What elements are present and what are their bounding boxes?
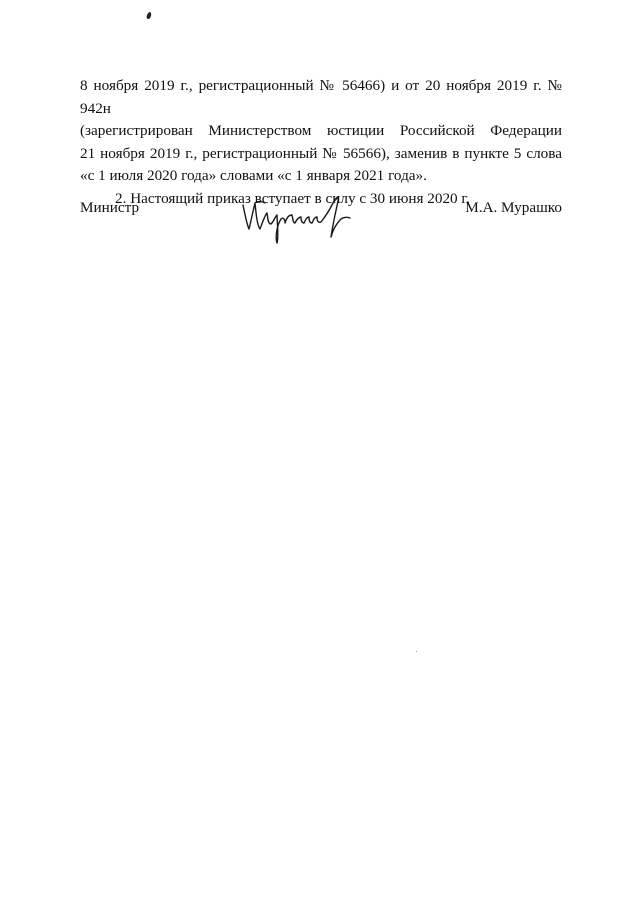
paragraph-2: 2. Настоящий приказ вступает в силу с 30 июня 2020 г. xyxy=(115,189,470,207)
paragraph-1-line-2: (зарегистрирован Министерством юстиции Российской Федерации xyxy=(80,122,562,139)
handwritten-signature xyxy=(237,191,353,247)
ink-speck xyxy=(146,12,152,20)
signatory-name: М.А. Мурашко xyxy=(465,199,562,216)
paragraph-1 xyxy=(80,75,562,188)
paragraph-1-line-4: «с 1 июля 2020 года» словами «с 1 января 2021 года». xyxy=(80,167,427,184)
signatory-role: Министр xyxy=(80,199,140,216)
paragraph-1-line-1: 8 ноября 2019 г., регистрационный № 56466) и от 20 ноября 2019 г. № 942н xyxy=(80,77,562,117)
signature-block xyxy=(80,199,562,259)
scan-dot xyxy=(416,651,417,652)
paragraph-1-line-3: 21 ноября 2019 г., регистрационный № 56566), заменив в пункте 5 слова xyxy=(80,144,562,162)
document-body xyxy=(80,75,562,210)
